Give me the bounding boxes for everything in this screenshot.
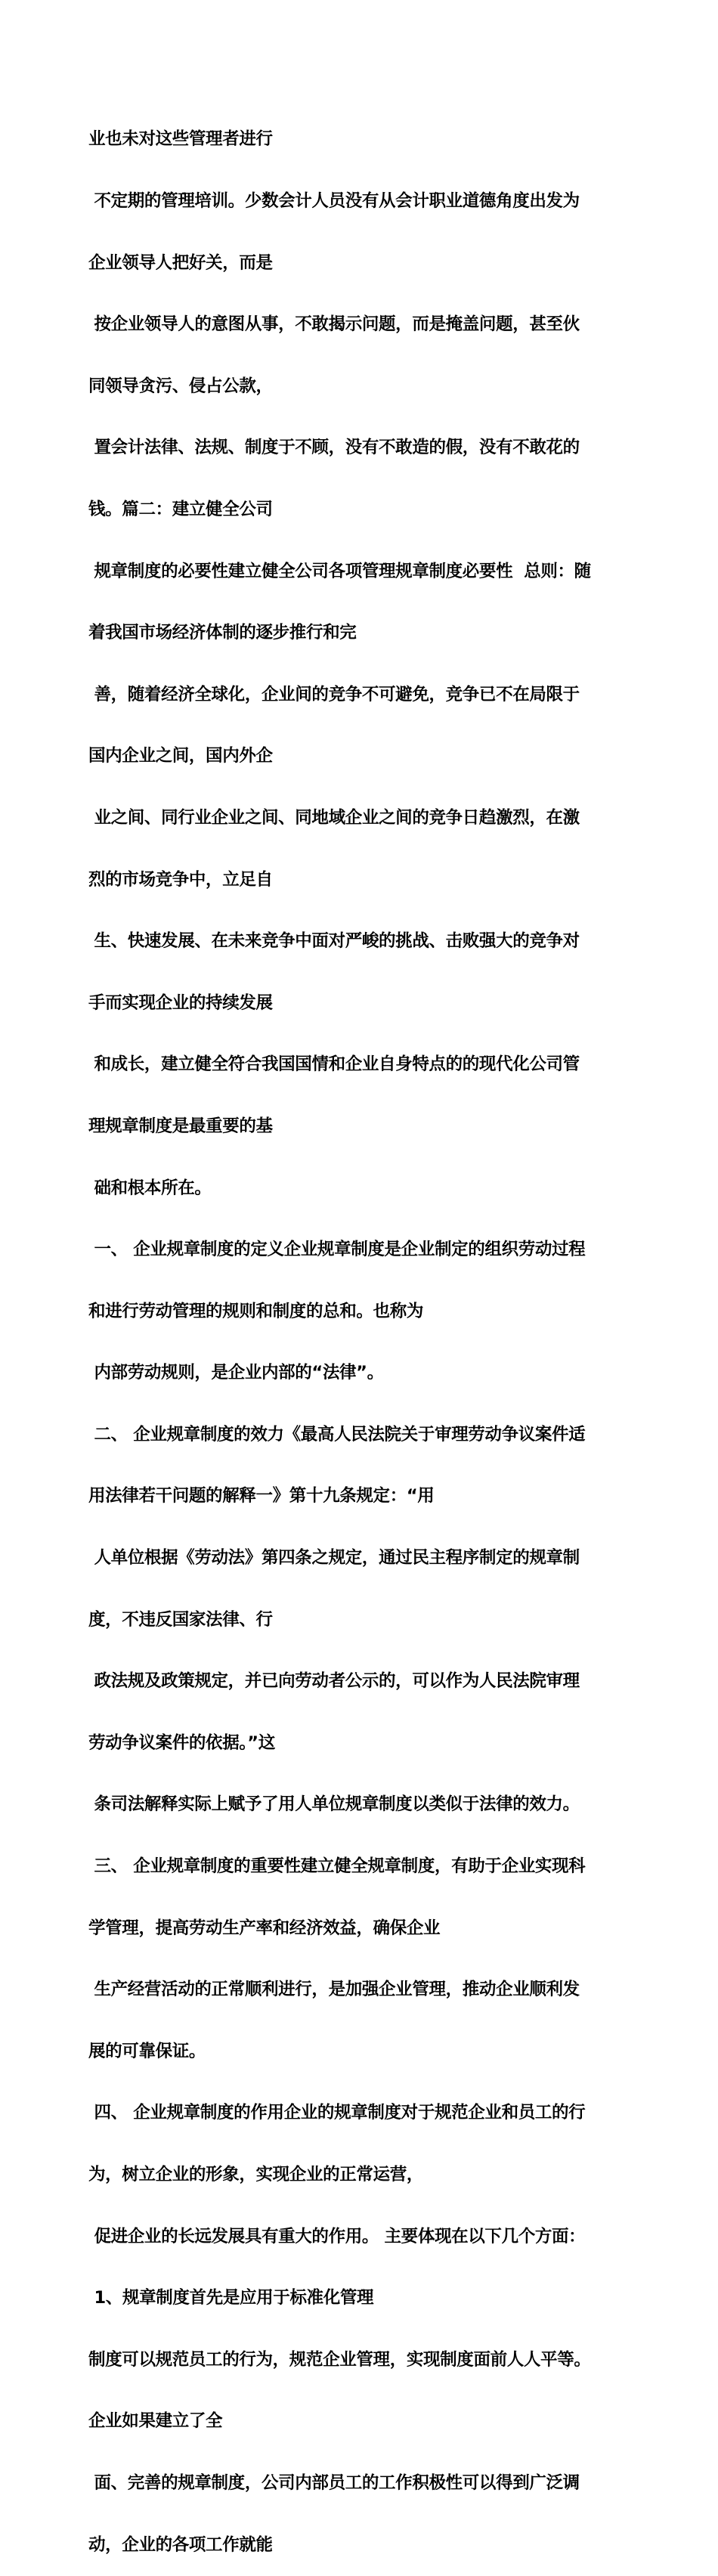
text-line: 手而实现企业的持续发展	[88, 992, 273, 1013]
text-line: 政法规及政策规定，并已向劳动者公示的，可以作为人民法院审理	[88, 1671, 580, 1692]
text-line: 规章制度的必要性建立健全公司各项管理规章制度必要性 总则：随	[88, 561, 591, 581]
text-line: 不定期的管理培训。少数会计人员没有从会计职业道德角度出发为	[88, 191, 580, 211]
text-line: 三、 企业规章制度的重要性建立健全规章制度，有助于企业实现科	[88, 1856, 586, 1877]
text-line: 着我国市场经济体制的逐步推行和完	[88, 623, 357, 643]
text-line: 生、快速发展、在未来竞争中面对严峻的挑战、击败强大的竞争对	[88, 931, 580, 952]
text-line: 1、规章制度首先是应用于标准化管理	[88, 2288, 374, 2308]
text-line: 业也未对这些管理者进行	[88, 129, 273, 150]
text-line: 一、 企业规章制度的定义企业规章制度是企业制定的组织劳动过程	[88, 1240, 586, 1260]
text-line: 同领导贪污、侵占公款，	[88, 376, 273, 396]
text-line: 制度可以规范员工的行为，规范企业管理，实现制度面前人人平等。	[88, 2349, 591, 2370]
text-line: 企业如果建立了全	[88, 2411, 223, 2432]
text-line: 和成长，建立健全符合我国国情和企业自身特点的的现代化公司管	[88, 1054, 580, 1075]
text-line: 条司法解释实际上赋予了用人单位规章制度以类似于法律的效力。	[88, 1794, 580, 1815]
text-line: 为，树立企业的形象，实现企业的正常运营，	[88, 2165, 424, 2184]
text-line: 面、完善的规章制度，公司内部员工的工作积极性可以得到广泛调	[88, 2472, 580, 2493]
text-line: 促进企业的长远发展具有重大的作用。 主要体现在以下几个方面：	[88, 2226, 586, 2246]
text-line: 国内企业之间，国内外企	[88, 746, 273, 766]
text-line: 展的可靠保证。	[88, 2041, 206, 2061]
text-line: 理规章制度是最重要的基	[88, 1116, 273, 1136]
text-line: 生产经营活动的正常顺利进行，是加强企业管理，推动企业顺利发	[88, 1980, 580, 2000]
text-line: 烈的市场竞争中，立足自	[88, 869, 273, 890]
text-line: 四、 企业规章制度的作用企业的规章制度对于规范企业和员工的行	[88, 2103, 586, 2123]
text-line: 和进行劳动管理的规则和制度的总和。也称为	[88, 1301, 424, 1321]
text-line: 钱。篇二：建立健全公司	[88, 499, 273, 519]
text-line: 内部劳动规则，是企业内部的“法律”。	[88, 1363, 384, 1383]
text-line: 置会计法律、法规、制度于不顾，没有不敢造的假，没有不敢花的	[88, 438, 580, 458]
text-line: 学管理，提高劳动生产率和经济效益，确保企业	[88, 1918, 441, 1938]
text-line: 善，随着经济全球化，企业间的竞争不可避免，竞争已不在局限于	[88, 684, 580, 704]
text-line: 人单位根据《劳动法》第四条之规定，通过民主程序制定的规章制	[88, 1548, 580, 1568]
text-line: 二、 企业规章制度的效力《最高人民法院关于审理劳动争议案件适	[88, 1424, 586, 1444]
text-line: 度，不违反国家法律、行	[88, 1609, 273, 1630]
text-line: 劳动争议案件的依据。”这	[88, 1732, 275, 1753]
text-line: 业之间、同行业企业之间、同地域企业之间的竞争日趋激烈，在激	[88, 807, 580, 828]
text-line: 用法律若干问题的解释一》第十九条规定：“用	[88, 1486, 435, 1506]
document-body	[88, 88, 630, 2576]
text-line: 础和根本所在。	[88, 1178, 212, 1198]
text-line: 按企业领导人的意图从事，不敢揭示问题，而是掩盖问题，甚至伙	[88, 314, 580, 335]
text-line: 企业领导人把好关，而是	[88, 252, 273, 273]
text-line: 动，企业的各项工作就能	[88, 2534, 273, 2555]
